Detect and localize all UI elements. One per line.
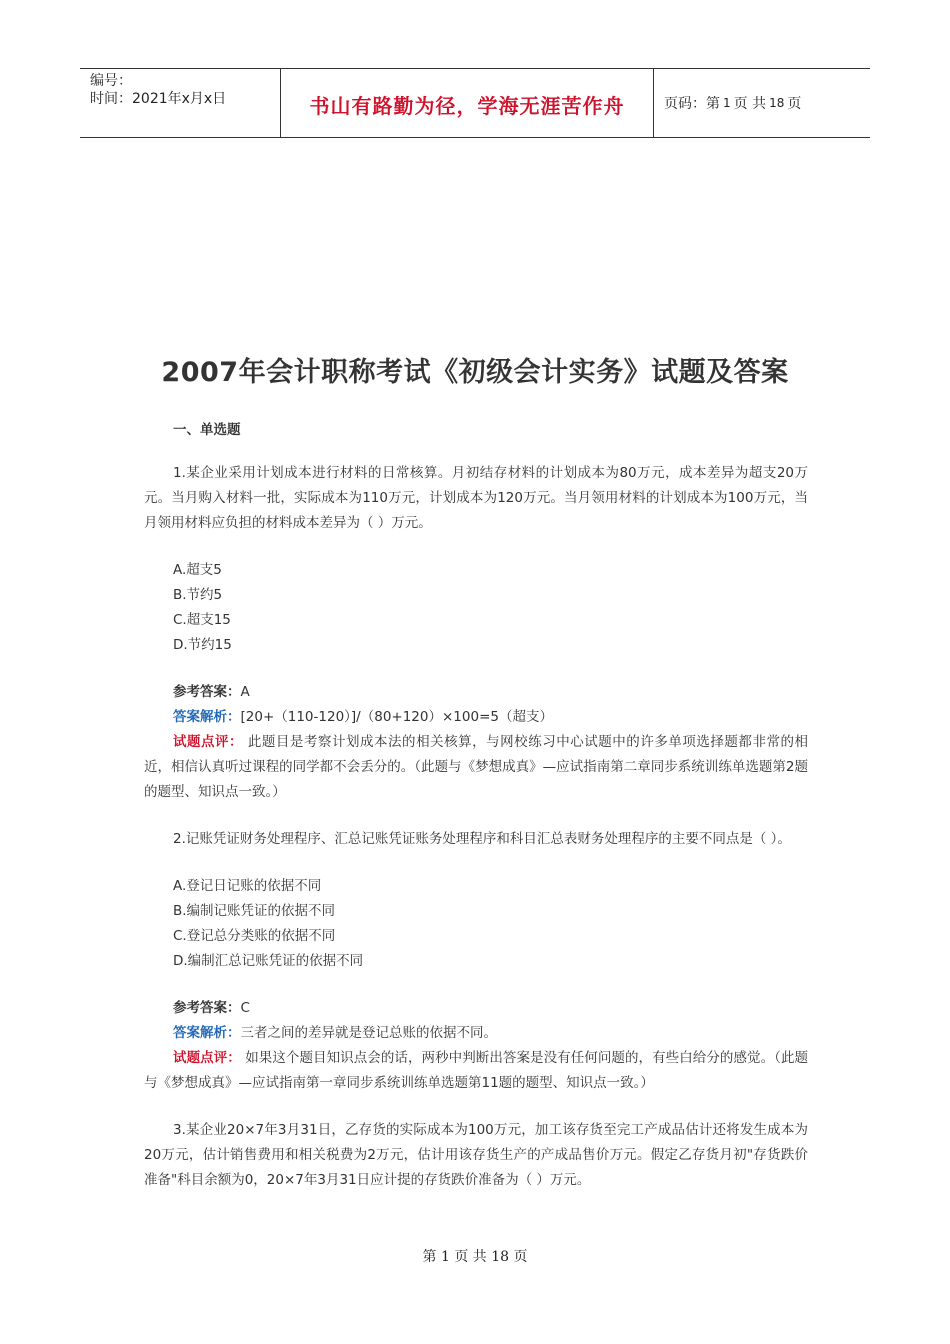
- analysis-line: [144, 1021, 808, 1046]
- page-prefix: 页码：第: [664, 96, 720, 112]
- document-time-label: 时间：2021年x月x日: [90, 91, 227, 107]
- page-suffix: 页: [787, 96, 802, 112]
- header-page-info: [654, 69, 870, 137]
- header-meta-cell: [80, 69, 281, 137]
- analysis-label: 答案解析：: [173, 709, 241, 725]
- question-2-text: 2.记账凭证财务处理程序、汇总记账凭证账务处理程序和科目汇总表财务处理程序的主要不同点是（ ）。: [173, 831, 791, 847]
- analysis-line: [144, 705, 808, 730]
- page-mid: 页 共: [733, 96, 767, 112]
- page-footer: [0, 1246, 950, 1266]
- answer-line: [144, 680, 808, 705]
- answer-line: [144, 996, 808, 1021]
- option-d: D.节约15: [173, 637, 232, 653]
- header-motto: 书山有路勤为径，学海无涯苦作舟: [281, 69, 654, 137]
- footer-suffix: 页: [513, 1249, 528, 1265]
- question-1-text: 1.某企业采用计划成本进行材料的日常核算。月初结存材料的计划成本为80万元，成本差异为超支20万元。当月购入材料一批，实际成本为110万元，计划成本为120万元。当月领用材料的计划成本为100万元，当月领用材料应负担的材料成本差异为（ ）万元。: [144, 465, 808, 531]
- answer-value: A: [240, 684, 250, 700]
- footer-mid: 页 共: [454, 1249, 487, 1265]
- option-c: C.超支15: [173, 612, 231, 628]
- answer-label: 参考答案：: [173, 684, 241, 700]
- document-title: 2007年会计职称考试《初级会计实务》试题及答案: [161, 357, 789, 388]
- comment-value: 此题目是考察计划成本法的相关核算，与网校练习中心试题中的许多单项选择题都非常的相近，相信认真听过课程的同学都不会丢分的。（此题与《梦想成真》—应试指南第二章同步系统训练单选题第2题的题型、知识点一致。）: [144, 734, 808, 800]
- analysis-value: [20+（110-120）]/（80+120）×100=5（超支）: [240, 709, 553, 725]
- option-a: A.超支5: [173, 562, 222, 578]
- footer-total: 18: [491, 1249, 510, 1265]
- question-1-answer-block: [144, 680, 808, 805]
- document-number-label: 编号：: [90, 73, 132, 89]
- option-d: D.编制汇总记账凭证的依据不同: [173, 953, 364, 969]
- comment-line: [144, 730, 808, 805]
- analysis-value: 三者之间的差异就是登记总账的依据不同。: [240, 1025, 497, 1041]
- header-table: [80, 68, 870, 138]
- option-b: B.编制记账凭证的依据不同: [173, 903, 336, 919]
- comment-label: 试题点评：: [173, 734, 244, 750]
- section-heading: 一、单选题: [173, 422, 241, 438]
- footer-prefix: 第: [422, 1249, 437, 1265]
- question-3-text: 3.某企业20×7年3月31日，乙存货的实际成本为100万元，加工该存货至完工产成品估计还将发生成本为20万元，估计销售费用和相关税费为2万元，估计用该存货生产的产成品售价万元。假定乙存货月初"存货跌价准备"科目余额为0，20×7年3月31日应计提的存货跌价准备为（ ）万元。: [144, 1122, 808, 1188]
- question-2-options: [144, 874, 808, 974]
- analysis-label: 答案解析：: [173, 1025, 241, 1041]
- option-b: B.节约5: [173, 587, 223, 603]
- option-c: C.登记总分类账的依据不同: [173, 928, 336, 944]
- page-total: 18: [769, 96, 785, 110]
- footer-current: 1: [440, 1249, 450, 1265]
- document-body: [144, 418, 808, 1215]
- comment-label: 试题点评：: [173, 1050, 241, 1066]
- question-2-answer-block: [144, 996, 808, 1096]
- answer-label: 参考答案：: [173, 1000, 241, 1016]
- answer-value: C: [240, 1000, 250, 1016]
- page-current: 1: [723, 96, 731, 110]
- question-1-options: [144, 558, 808, 658]
- comment-value: 如果这个题目知识点会的话，两秒中判断出答案是没有任何问题的，有些白给分的感觉。（此题与《梦想成真》—应试指南第一章同步系统训练单选题第11题的题型、知识点一致。）: [144, 1050, 809, 1091]
- option-a: A.登记日记账的依据不同: [173, 878, 322, 894]
- comment-line: [144, 1046, 808, 1096]
